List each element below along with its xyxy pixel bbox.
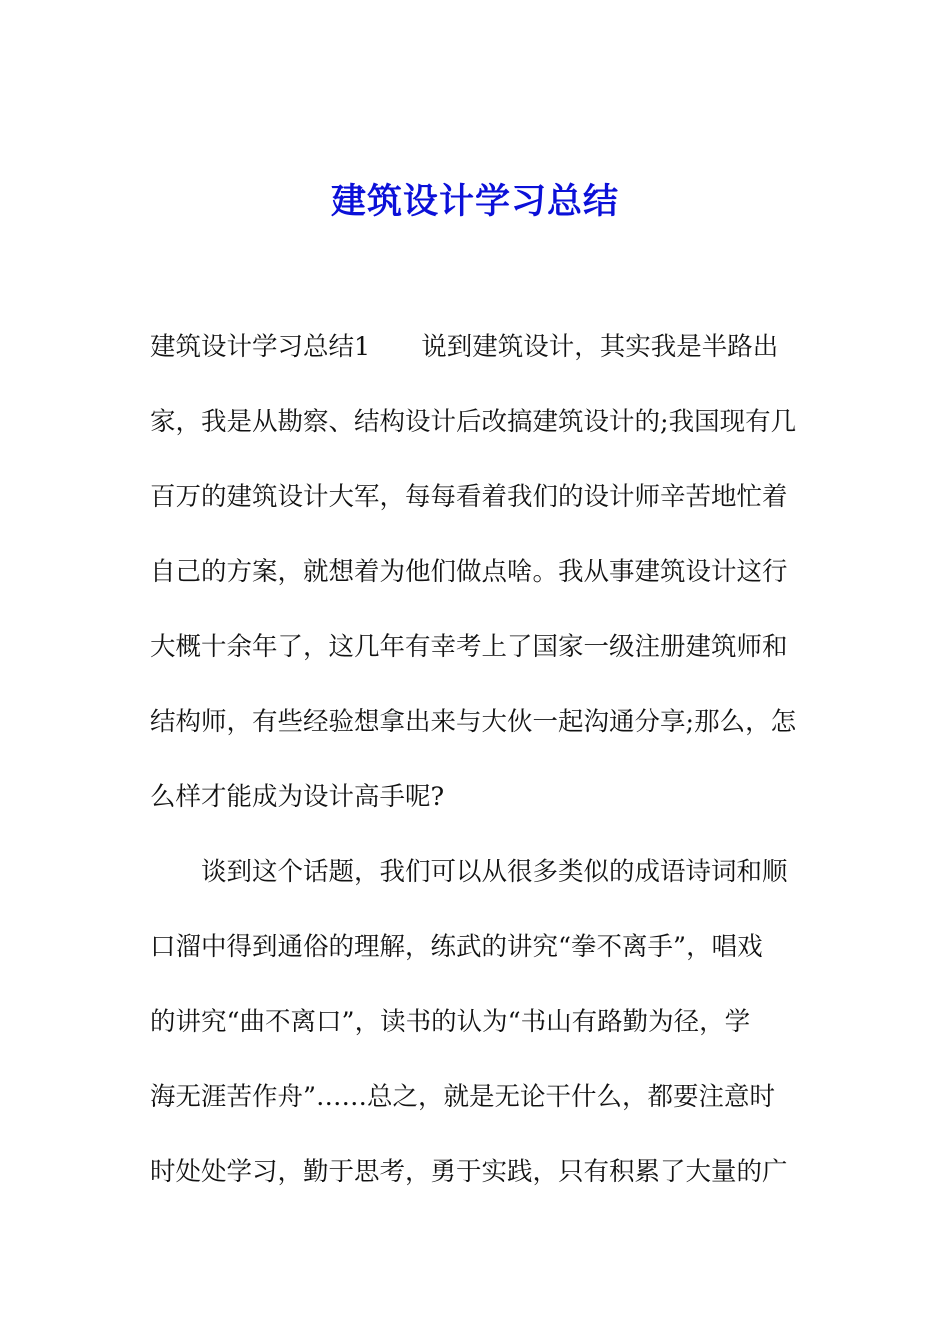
body-line: 的讲究“曲不离口”，读书的认为“书山有路勤为径，学 xyxy=(150,1007,751,1037)
body-line: 谈到这个话题，我们可以从很多类似的成语诗词和顺 xyxy=(150,857,788,887)
body-line: 家，我是从勘察、结构设计后改搞建筑设计的;我国现有几 xyxy=(150,407,797,437)
body-line: 结构师，有些经验想拿出来与大伙一起沟通分享;那么，怎 xyxy=(150,707,797,737)
body-line: 口溜中得到通俗的理解，练武的讲究“拳不离手”，唱戏 xyxy=(150,932,763,962)
body-line: 海无涯苦作舟”……总之，就是无论干什么，都要注意时 xyxy=(150,1082,776,1112)
body-line: 自己的方案，就想着为他们做点啥。我从事建筑设计这行 xyxy=(150,557,788,587)
body-line: 建筑设计学习总结1 说到建筑设计，其实我是半路出 xyxy=(150,332,779,362)
body-line: 么样才能成为设计高手呢? xyxy=(150,782,445,812)
body-line: 时处处学习，勤于思考，勇于实践，只有积累了大量的广 xyxy=(150,1157,788,1187)
body-line: 百万的建筑设计大军，每每看着我们的设计师辛苦地忙着 xyxy=(150,482,788,512)
body-line: 大概十余年了，这几年有幸考上了国家一级注册建筑师和 xyxy=(150,632,788,662)
document-title: 建筑设计学习总结 xyxy=(330,181,619,222)
